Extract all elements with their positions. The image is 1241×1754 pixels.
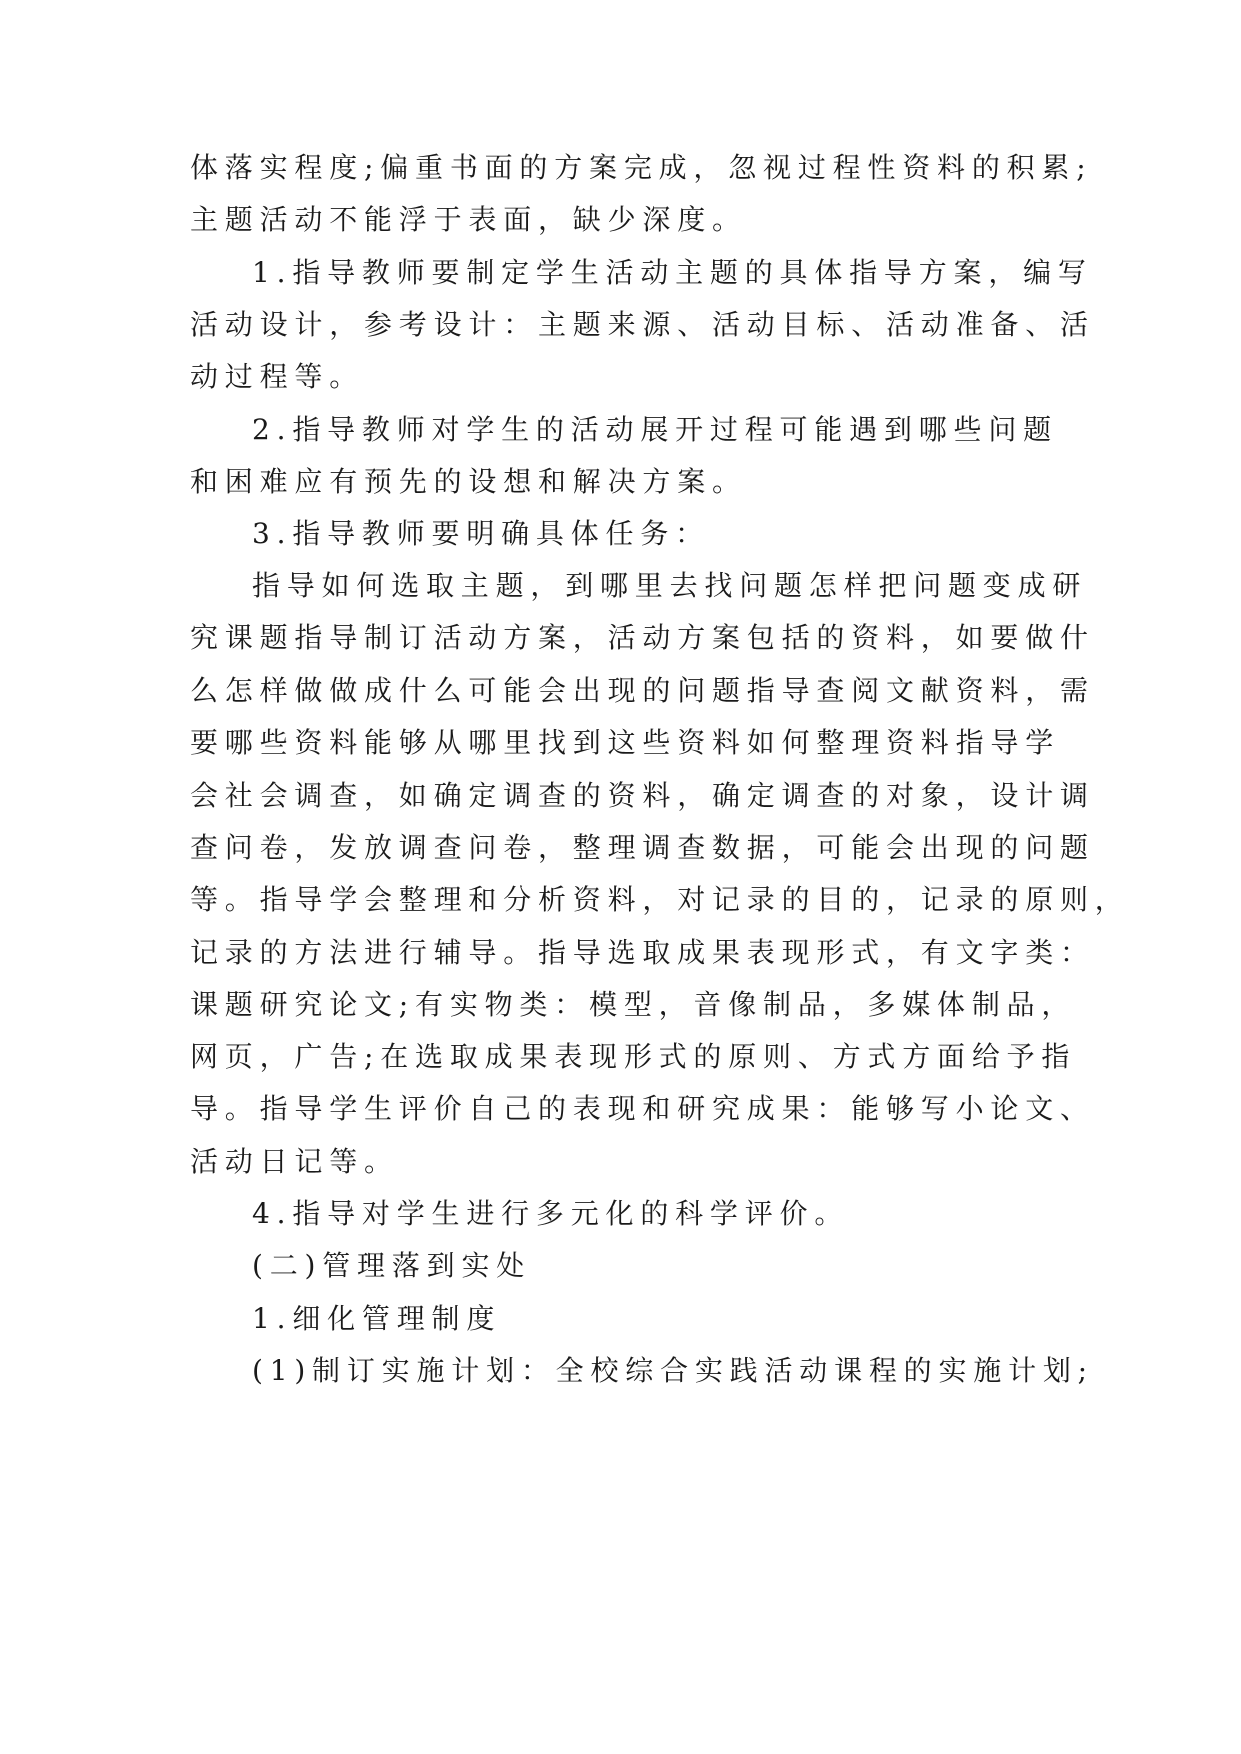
text-line: 记录的方法进行辅导。指导选取成果表现形式，有文字类：: [190, 936, 1095, 969]
text-line: 活动设计，参考设计：主题来源、活动目标、活动准备、活: [190, 308, 1095, 341]
text-line: 和困难应有预先的设想和解决方案。: [190, 465, 747, 498]
text-line: (二)管理落到实处: [252, 1249, 532, 1282]
text-line: 导。指导学生评价自己的表现和研究成果：能够写小论文、: [190, 1092, 1095, 1125]
text-line: 3.指导教师要明确具体任务：: [252, 517, 710, 550]
text-line: 1.细化管理制度: [252, 1302, 502, 1335]
text-line: 等。指导学会整理和分析资料，对记录的目的，记录的原则，: [190, 883, 1130, 916]
text-line: 2.指导教师对学生的活动展开过程可能遇到哪些问题: [252, 413, 1058, 446]
text-line: 动过程等。: [190, 360, 365, 393]
text-line: 究课题指导制订活动方案，活动方案包括的资料，如要做什: [190, 621, 1095, 654]
text-line: 4.指导对学生进行多元化的科学评价。: [252, 1197, 850, 1230]
text-line: 会社会调查，如确定调查的资料，确定调查的对象，设计调: [190, 779, 1095, 812]
text-line: 活动日记等。: [190, 1145, 399, 1178]
text-line: 体落实程度;偏重书面的方案完成，忽视过程性资料的积累;: [190, 151, 1093, 184]
text-line: 网页，广告;在选取成果表现形式的原则、方式方面给予指: [190, 1040, 1077, 1073]
text-line: (1)制订实施计划：全校综合实践活动课程的实施计划;: [252, 1354, 1094, 1387]
text-line: 指导如何选取主题，到哪里去找问题怎样把问题变成研: [252, 569, 1088, 602]
text-line: 要哪些资料能够从哪里找到这些资料如何整理资料指导学: [190, 726, 1061, 759]
text-line: 课题研究论文;有实物类：模型，音像制品，多媒体制品，: [190, 988, 1077, 1021]
text-line: 1.指导教师要制定学生活动主题的具体指导方案，编写: [252, 256, 1093, 289]
text-line: 查问卷，发放调查问卷，整理调查数据，可能会出现的问题: [190, 831, 1095, 864]
text-line: 么怎样做做成什么可能会出现的问题指导查阅文献资料，需: [190, 674, 1095, 707]
text-line: 主题活动不能浮于表面，缺少深度。: [190, 203, 747, 236]
